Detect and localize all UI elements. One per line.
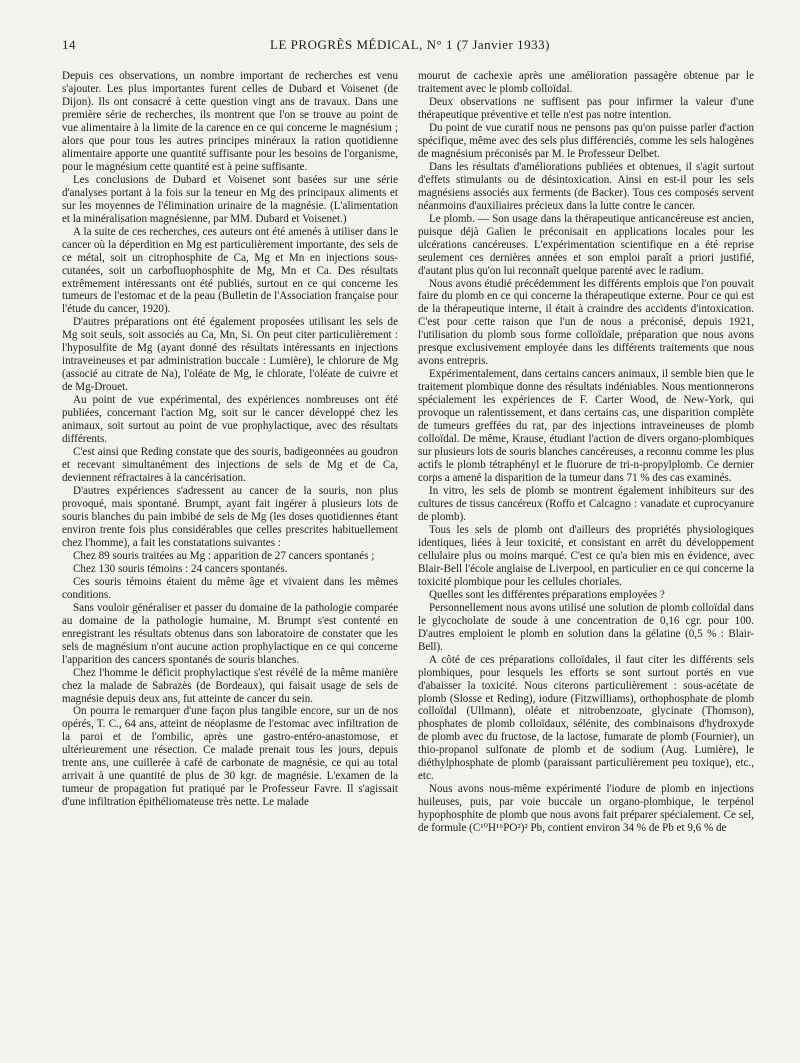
running-title: LE PROGRÈS MÉDICAL, N° 1 (7 Janvier 1933) — [270, 37, 550, 52]
paragraph: Nous avons étudié précédemment les différents emplois que l'on pouvait faire du plomb en ce qui concerne la thérapeutique externe. Pour ce qui est de la thérapeutique interne, il était à craindre des accidents d'intoxication. C'est pour cette raison que l'un de nous a préconisé, depuis 1921, l'utilisation du plomb sous forme colloïdale, préparation que nous avons presque exclusivement employée dans les différents traitements que nous avons entrepris. — [418, 277, 754, 368]
paragraph: mourut de cachexie après une amélioration passagère obtenue par le traitement avec le plomb colloïdal. — [418, 70, 754, 95]
section-le-plomb: Le plomb. — Son usage dans la thérapeutique anticancéreuse est ancien, puisque déjà Galien le préconisait en applications locales pour les ulcérations cancéreuses. L'expérimentation scientifique en a été reprise seulement ces dernières années et son emploi paraît a priori justifié, d'autant plus qu'on lui reconnaît quelque parenté avec le radium. — [418, 212, 754, 277]
paragraph: D'autres préparations ont été également proposées utilisant les sels de Mg soit seuls, soit associés au Ca, Mn, Si. On peut citer particulièrement : l'hyposulfite de Mg (ayant donné des résultats intéressants en injections intraveineuses et par administration buccale : Lumière), le chlorure de Mg (associé au citrate de Na), l'oléate de Mg, le chlorate, l'oléate de cuivre et de Mg-Drouet. — [62, 316, 398, 394]
paragraph: C'est ainsi que Reding constate que des souris, badigeonnées au goudron et recevant simultanément des injections de sels de Mg et de Ca, deviennent réfractaires à la cancérisation. — [62, 446, 398, 485]
paragraph: Quelles sont les différentes préparations employées ? — [429, 588, 665, 601]
paragraph: Depuis ces observations, un nombre important de recherches est venu s'ajouter. Les plus importantes furent celles de Dubard et Voisenet (de Dijon). Ils ont consacré à cette question vingt ans de travaux. Dans une première série de recherches, ils montrent que l'on se trouve au point de vue alimentaire à la limite de la carence en ce qui concerne le magnésium ; alors que pour tous les autres principes minéraux la ration quotidienne alimentaire apporte une quantité suffisante pour les besoins de l'organisme, pour le magnésium cette quantité est à peine suffisante. — [62, 70, 398, 173]
paragraph: Personnellement nous avons utilisé une solution de plomb colloïdal dans le glycocholate de soude à une concentration de 0,16 cgr. pour 100. D'autres emploient le plomb en solution dans la gélatine (0,5 % : Blair-Bell). — [418, 601, 754, 653]
paragraph: Ces souris témoins étaient du même âge et vivaient dans les mêmes conditions. — [62, 575, 398, 601]
paragraph: A côté de ces préparations colloïdales, il faut citer les différents sels plombiques, pour lesquels les efforts se sont surtout portés en vue d'abaisser la toxicité. Nous citerons particulièrement : sous-acétate de plomb (Slosse et Reding), iodure (Fitzwilliams), orthophosphate de plomb colloïdal (Ullmann), oléate et nitrobenzoate, glycinate (Thomson), phosphates de plomb colloïdaux, sélénite, des combinaisons d'hydroxyde de plomb avec du fructose, de la lactose, fumarate de plomb (Fournier), un thio-propanol sulfonate de plomb et de sodium (Aug. Lumière), le diéthylphosphate de plomb (paraissant particulièrement peu toxique), etc., etc. — [418, 653, 754, 783]
paragraph: Du point de vue curatif nous ne pensons pas qu'on puisse parler d'action spécifique, même avec des sels plus différenciés, comme les sels halogènes de magnésium préconisés par M. le Professeur Delbet. — [418, 121, 754, 160]
left-column — [62, 70, 398, 809]
paragraph: Tous les sels de plomb ont d'ailleurs des propriétés physiologiques identiques, liées à leur toxicité, et consistant en arrêt du développement cellulaire plus ou moins marqué. C'est ce qu'a bien mis en évidence, avec Blair-Bell l'école anglaise de Liverpool, en particulier en ce qui concerne la toxicité plombique pour les cellules choriales. — [418, 523, 754, 588]
paragraph: Les conclusions de Dubard et Voisenet sont basées sur une série d'analyses portant à la fois sur la teneur en Mg des principaux aliments et sur les moyennes de l'élimination urinaire de la magnésie. (L'alimentation et la minéralisation magnésienne, par MM. Dubard et Voisenet.) — [62, 173, 398, 225]
paragraph: Dans les résultats d'améliorations publiées et obtenues, il s'agit surtout d'effets stimulants ou de désintoxication. Ainsi en est-il pour les sels magnésiens associés aux ferments (de Backer). Tous ces composés servent néanmoins d'auxiliaires précieux dans la lutte contre le cancer. — [418, 160, 754, 212]
experiment-result: Chez 130 souris témoins : 24 cancers spontanés. — [73, 562, 288, 575]
paragraph: D'autres expériences s'adressent au cancer de la souris, non plus provoqué, mais spontané. Brumpt, ayant fait ingérer à plusieurs lots de souris blanches du pain imbibé de sels de Mg (les doses quotidiennes étant environ trente fois plus considérables que celles prescrites habituellement chez l'homme), a fait les constatations suivantes : — [62, 485, 398, 549]
right-column — [418, 70, 754, 835]
paragraph: Nous avons nous-même expérimenté l'iodure de plomb en injections huileuses, puis, par voie buccale un organo-plombique, le terpénol hypophosphite de plomb que nous avons fait préparer spécialement. Ce sel, de formule (C¹⁰H¹⁶PO²)² Pb, contient environ 34 % de Pb et 9,6 % de — [418, 783, 754, 835]
paragraph: Deux observations ne suffisent pas pour infirmer la valeur d'une thérapeutique préventive et telle n'est pas notre intention. — [418, 95, 754, 121]
paragraph: Expérimentalement, dans certains cancers animaux, il semble bien que le traitement plombique donne des résultats indéniables. Nous mentionnerons spécialement les expériences de F. Carter Wood, de New-York, qui provoque un ralentissement, et dans certains cas, une disparition complète de tumeurs greffées du rat, par des injections intraveineuses de plomb colloïdal. De même, Krause, étudiant l'action de divers organo-plombiques sur plusieurs lots de souris blanches cancéreuses, a reconnu comme les plus actifs le plomb tétraphényl et le fluorure de tri-n-propylplomb. Ce dernier corps a amené la disparition de la tumeur dans 71 % des cas examinés. — [418, 368, 754, 485]
paragraph: Sans vouloir généraliser et passer du domaine de la pathologie comparée au domaine de la pathologie humaine, M. Brumpt s'est contenté en enregistrant les résultats obtenus dans son laboratoire de constater que les sels de magnésium n'ont aucune action prophylactique en ce qui concerne l'apparition des cancers spontanés de souris blanches. — [62, 601, 398, 666]
paragraph: A la suite de ces recherches, ces auteurs ont été amenés à utiliser dans le cancer où la déperdition en Mg est particulièrement importante, des sels de ce métal, soit un citrophosphite de Ca, Mg et Mn en injections sous-cutanées, soit un carbofluophosphite de Mg, Mn et Ca. Des résultats extrêmement intéressants ont été publiés, surtout en ce qui concerne les tumeurs de l'estomac et de la peau (Bulletin de l'Association française pour l'étude du cancer, 1920). — [62, 225, 398, 316]
paragraph: On pourra le remarquer d'une façon plus tangible encore, sur un de nos opérés, T. C., 64 ans, atteint de néoplasme de l'estomac avec infiltration de la paroi et de l'ombilic, après une gastro-entéro-anastomose, et ultérieurement une résection. Ce malade prenait tous les jours, depuis trente ans, une cuillerée à café de carbonate de magnésie, ce qui au total arrivait à une quantité de plus de 30 kgr. de magnésie. L'examen de la tumeur de propagation fut pratiqué par le Professeur Favre. Il s'agissait d'une infiltration épithéliomateuse très nette. Le malade — [62, 705, 398, 809]
page-header — [62, 37, 758, 57]
page-number: 14 — [62, 37, 76, 52]
experiment-result: Chez 89 souris traitées au Mg : apparition de 27 cancers spontanés ; — [73, 549, 375, 562]
paragraph: Chez l'homme le déficit prophylactique s'est révélé de la même manière chez la malade de Sabrazès (de Bordeaux), qui faisait usage de sels de magnésie depuis deux ans, fut atteinte de cancer du sein. — [62, 666, 398, 705]
paragraph: In vitro, les sels de plomb se montrent également inhibiteurs sur des cultures de tissus cancéreux (Roffo et Calcagno : vanadate et cuprocyanure de plomb). — [418, 485, 754, 523]
paragraph: Au point de vue expérimental, des expériences nombreuses ont été publiées, concernant l'action Mg, soit sur le cancer développé chez les animaux, soit surtout au point de vue prophylactique, avec des résultats différents. — [62, 394, 398, 446]
